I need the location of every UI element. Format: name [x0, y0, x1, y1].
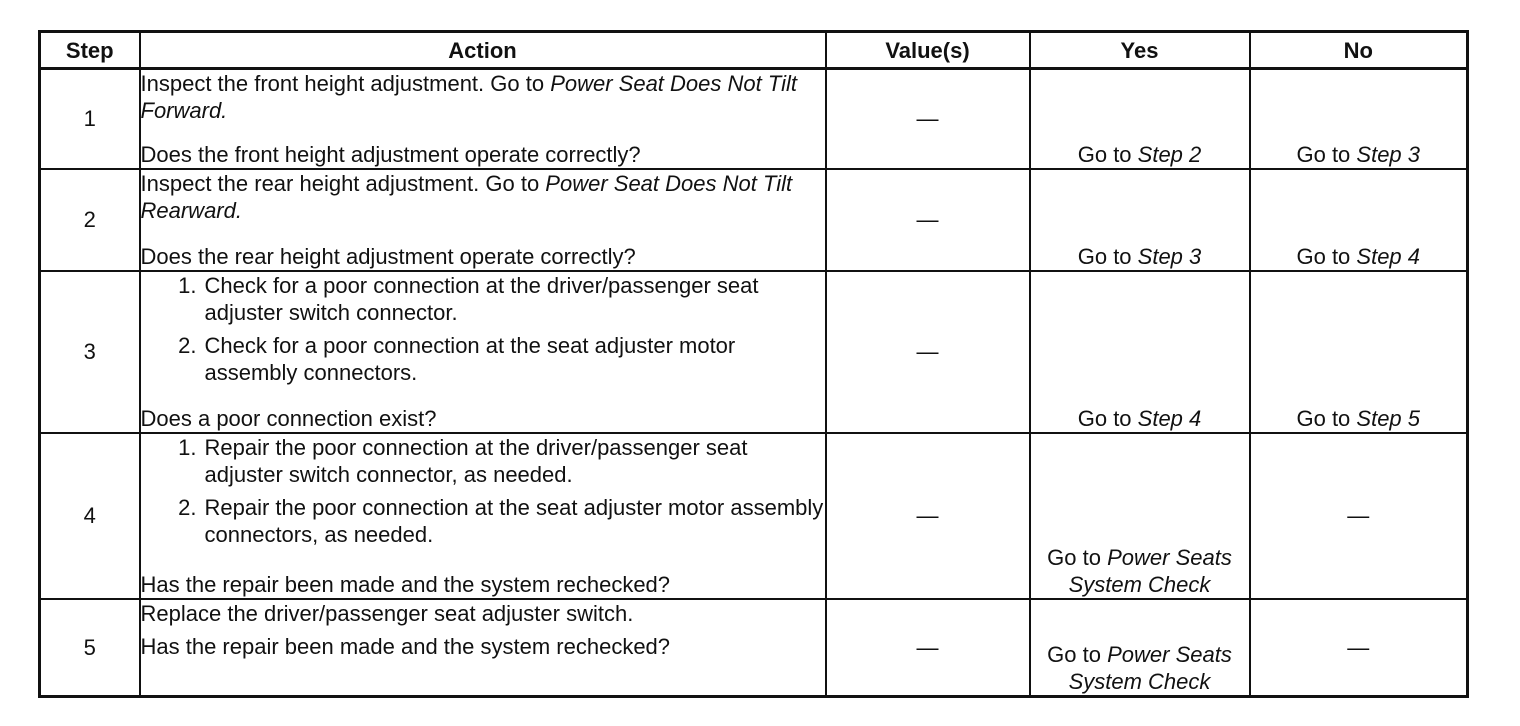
no-cell	[1250, 169, 1468, 271]
action-question: Has the repair been made and the system rechecked?	[140, 633, 671, 659]
header-step: Step	[40, 32, 140, 69]
list-item	[141, 272, 825, 326]
no-cell	[1250, 271, 1468, 433]
diagnostic-table	[38, 30, 1469, 698]
action-text: Inspect the rear height adjustment. Go to	[140, 170, 546, 196]
substep-number: 1.	[178, 434, 197, 460]
yes-reference: Step 4	[1137, 405, 1202, 431]
no-prefix: Go to	[1296, 405, 1357, 431]
yes-prefix: Go to	[1077, 405, 1138, 431]
yes-prefix: Go to	[1047, 642, 1108, 667]
table-row-step-1	[40, 69, 1468, 169]
action-substeps	[141, 272, 825, 392]
table-row-step-2	[40, 169, 1468, 271]
substep-text: Repair the poor connection at the seat adjuster motor assembly connectors, as needed.	[204, 494, 824, 547]
substep-text: Repair the poor connection at the driver/passenger seat adjuster switch connector, as needed.	[204, 434, 748, 487]
list-item	[141, 434, 825, 488]
substep-number: 1.	[178, 272, 197, 298]
table-row-step-3	[40, 271, 1468, 433]
step-number: 5	[40, 599, 140, 697]
value-cell: —	[826, 433, 1030, 599]
action-cell	[140, 69, 826, 169]
table-body	[40, 69, 1468, 697]
substep-text: Check for a poor connection at the seat adjuster motor assembly connectors.	[204, 332, 736, 385]
yes-reference: Step 3	[1137, 243, 1202, 269]
yes-prefix: Go to	[1077, 243, 1138, 269]
yes-reference: Step 2	[1137, 141, 1202, 167]
header-yes: Yes	[1030, 32, 1250, 69]
header-no: No	[1250, 32, 1468, 69]
step-number: 3	[40, 271, 140, 433]
no-prefix: Go to	[1296, 243, 1357, 269]
action-text: Inspect the front height adjustment. Go to	[140, 71, 551, 96]
yes-reference: Power Seats System Check	[1068, 642, 1232, 694]
header-row	[40, 32, 1468, 69]
list-item	[141, 494, 825, 548]
no-reference: Step 4	[1356, 243, 1421, 269]
value-cell: —	[826, 271, 1030, 433]
yes-prefix: Go to	[1077, 141, 1138, 167]
table-row-step-4	[40, 433, 1468, 599]
action-question: Does the rear height adjustment operate correctly?	[140, 243, 636, 269]
step-number: 2	[40, 169, 140, 271]
no-cell	[1250, 69, 1468, 169]
action-cell	[140, 433, 826, 599]
step-number: 4	[40, 433, 140, 599]
yes-reference: Power Seats System Check	[1068, 544, 1232, 597]
no-reference: Step 3	[1356, 141, 1421, 167]
yes-prefix: Go to	[1047, 544, 1108, 570]
action-cell	[140, 599, 826, 697]
action-instruction	[141, 70, 825, 124]
action-instruction	[141, 170, 825, 224]
yes-cell	[1030, 271, 1250, 433]
action-reference: Power Seat Does Not Tilt Rearward.	[140, 170, 793, 223]
action-reference: Power Seat Does Not Tilt Forward.	[140, 71, 797, 123]
value-cell: —	[826, 69, 1030, 169]
action-question: Has the repair been made and the system rechecked?	[140, 571, 671, 597]
step-number: 1	[40, 69, 140, 169]
yes-cell	[1030, 599, 1250, 697]
yes-cell	[1030, 433, 1250, 599]
yes-cell	[1030, 69, 1250, 169]
action-cell	[140, 169, 826, 271]
value-cell: —	[826, 169, 1030, 271]
substep-number: 2.	[178, 332, 197, 358]
header-values: Value(s)	[826, 32, 1030, 69]
action-question: Does the front height adjustment operate correctly?	[140, 141, 641, 167]
table-header	[40, 32, 1468, 69]
action-cell	[140, 271, 826, 433]
no-cell: —	[1250, 433, 1468, 599]
action-substeps	[141, 434, 825, 554]
list-item	[141, 332, 825, 386]
value-cell: —	[826, 599, 1030, 697]
yes-cell	[1030, 169, 1250, 271]
action-question: Does a poor connection exist?	[140, 405, 437, 431]
action-instruction: Replace the driver/passenger seat adjuster switch.	[140, 600, 634, 626]
no-cell: —	[1250, 599, 1468, 697]
no-prefix: Go to	[1296, 141, 1357, 167]
table-row-step-5	[40, 599, 1468, 697]
substep-text: Check for a poor connection at the driver/passenger seat adjuster switch connector.	[204, 272, 759, 325]
substep-number: 2.	[178, 494, 197, 520]
no-reference: Step 5	[1356, 405, 1421, 431]
header-action: Action	[140, 32, 826, 69]
